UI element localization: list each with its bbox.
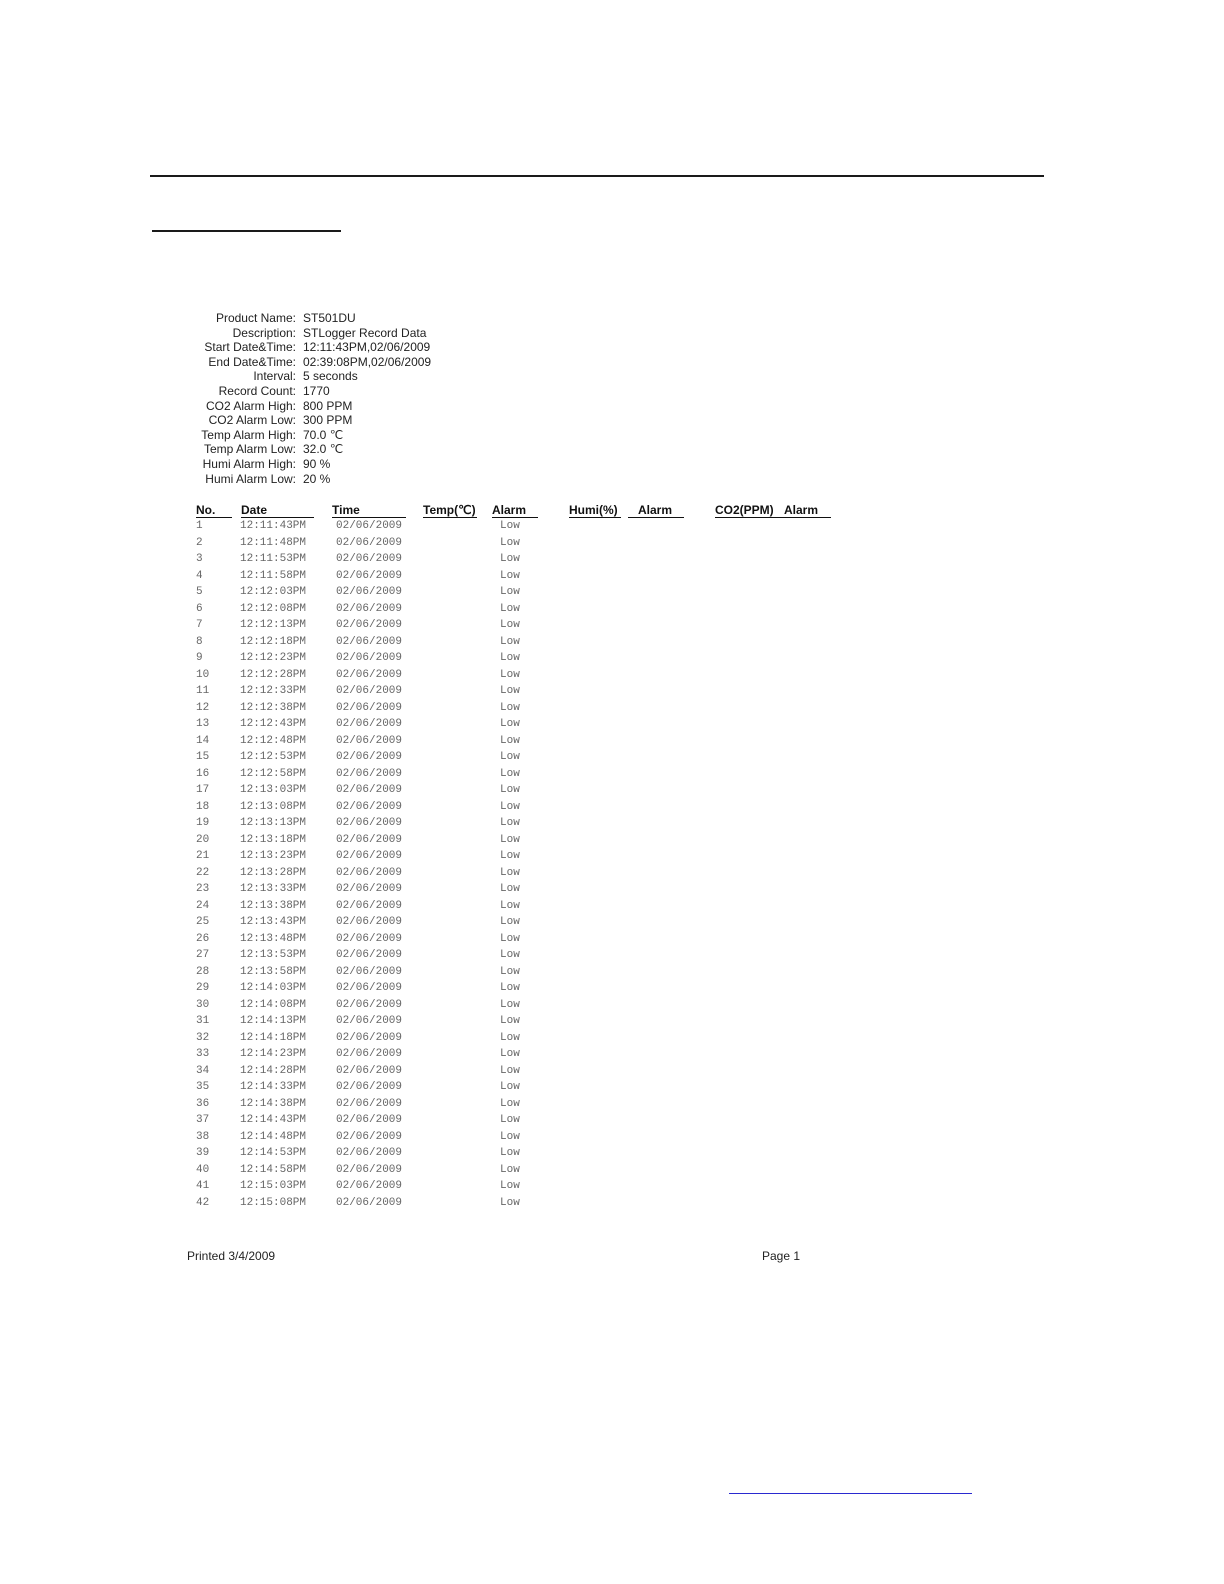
row-date: 12:11:53PM	[240, 553, 307, 565]
row-number: 32	[196, 1031, 210, 1044]
row-time: 02/06/2009	[336, 1163, 403, 1176]
row-temp-alarm: Low	[500, 1163, 520, 1176]
meta-row	[150, 442, 431, 457]
heading-underline-rule	[152, 230, 341, 232]
row-time: 02/06/2009	[336, 586, 403, 598]
humi-alarm-header: Alarm	[638, 503, 673, 517]
row-number: 42	[196, 1196, 210, 1209]
row-temp-alarm: Low	[500, 652, 520, 664]
meta-label: Product Name:	[215, 311, 296, 325]
row-time: 02/06/2009	[336, 1147, 403, 1159]
meta-value: STLogger Record Data	[303, 325, 427, 340]
co2-alarm-header: Alarm	[784, 503, 819, 517]
row-temp-alarm: Low	[500, 883, 520, 895]
row-number: 20	[196, 833, 210, 846]
row-time: 02/06/2009	[336, 965, 403, 978]
row-date: 12:11:43PM	[240, 520, 307, 532]
row-time: 02/06/2009	[336, 1130, 403, 1143]
time-header: Time	[332, 503, 360, 517]
meta-label: Humi Alarm Low:	[205, 471, 296, 486]
row-date: 12:13:23PM	[240, 850, 307, 862]
row-temp-alarm: Low	[500, 520, 520, 532]
row-temp-alarm: Low	[500, 685, 520, 697]
row-temp-alarm: Low	[500, 553, 520, 565]
meta-label: Start Date&Time:	[204, 340, 296, 355]
row-number: 21	[196, 850, 210, 862]
row-date: 12:13:38PM	[240, 899, 307, 912]
row-time: 02/06/2009	[336, 1180, 403, 1192]
row-time: 02/06/2009	[336, 899, 403, 912]
row-date: 12:14:28PM	[240, 1064, 307, 1077]
row-time: 02/06/2009	[336, 1048, 403, 1060]
temp-header: Temp(℃)	[423, 503, 476, 517]
row-date: 12:13:58PM	[240, 965, 307, 978]
row-time: 02/06/2009	[336, 1196, 403, 1209]
row-temp-alarm: Low	[500, 784, 520, 796]
row-time: 02/06/2009	[336, 619, 403, 631]
row-time: 02/06/2009	[336, 1015, 403, 1027]
meta-value: 02:39:08PM,02/06/2009	[303, 354, 432, 369]
row-time: 02/06/2009	[336, 817, 403, 829]
row-number: 15	[196, 751, 210, 763]
row-time: 02/06/2009	[336, 866, 403, 879]
row-time: 02/06/2009	[336, 949, 403, 961]
row-number: 14	[196, 734, 210, 747]
meta-row	[150, 311, 431, 326]
row-date: 12:12:18PM	[240, 635, 307, 648]
row-number: 24	[196, 899, 210, 912]
row-date: 12:12:58PM	[240, 767, 307, 780]
row-temp-alarm: Low	[500, 619, 520, 631]
meta-row	[150, 369, 431, 384]
header-underline	[569, 517, 621, 518]
row-temp-alarm: Low	[500, 1147, 520, 1159]
row-temp-alarm: Low	[500, 1114, 520, 1126]
row-temp-alarm: Low	[500, 536, 520, 549]
header-underline	[492, 517, 538, 518]
row-number: 1	[196, 520, 203, 532]
row-temp-alarm: Low	[500, 767, 520, 780]
row-date: 12:14:48PM	[240, 1130, 307, 1143]
header-underline	[628, 517, 684, 518]
header-underline	[715, 517, 777, 518]
row-date: 12:14:13PM	[240, 1015, 307, 1027]
row-time: 02/06/2009	[336, 751, 403, 763]
row-temp-alarm: Low	[500, 817, 520, 829]
header-underline	[423, 517, 477, 518]
row-number: 13	[196, 718, 210, 730]
humi-header: Humi(%)	[569, 503, 618, 517]
row-number: 40	[196, 1163, 210, 1176]
meta-value: 20 %	[303, 471, 331, 486]
row-number: 29	[196, 982, 210, 994]
row-date: 12:14:08PM	[240, 998, 307, 1011]
header-underline	[777, 517, 831, 518]
row-date: 12:13:33PM	[240, 883, 307, 895]
temp-alarm-header: Alarm	[492, 503, 527, 517]
meta-value: 1770	[303, 383, 330, 398]
row-date: 12:11:48PM	[240, 536, 307, 549]
row-number: 25	[196, 916, 210, 928]
row-time: 02/06/2009	[336, 833, 403, 846]
row-number: 39	[196, 1147, 210, 1159]
row-temp-alarm: Low	[500, 668, 520, 681]
row-number: 31	[196, 1015, 210, 1027]
row-date: 12:13:13PM	[240, 817, 307, 829]
row-temp-alarm: Low	[500, 899, 520, 912]
header-underline	[241, 517, 314, 518]
meta-label: End Date&Time:	[208, 354, 296, 369]
row-time: 02/06/2009	[336, 932, 403, 945]
row-date: 12:13:28PM	[240, 866, 307, 879]
row-temp-alarm: Low	[500, 998, 520, 1011]
row-time: 02/06/2009	[336, 800, 403, 813]
meta-row	[150, 355, 431, 370]
row-number: 16	[196, 767, 210, 780]
row-time: 02/06/2009	[336, 668, 403, 681]
co2-header: CO2(PPM)	[715, 503, 774, 517]
hyperlink-underline[interactable]	[729, 1493, 972, 1494]
row-temp-alarm: Low	[500, 1130, 520, 1143]
row-date: 12:14:03PM	[240, 982, 307, 994]
meta-row	[150, 340, 431, 355]
row-time: 02/06/2009	[336, 734, 403, 747]
row-temp-alarm: Low	[500, 751, 520, 763]
row-date: 12:12:48PM	[240, 734, 307, 747]
row-temp-alarm: Low	[500, 850, 520, 862]
meta-row	[150, 413, 431, 428]
row-temp-alarm: Low	[500, 569, 520, 582]
row-date: 12:13:08PM	[240, 800, 307, 813]
row-time: 02/06/2009	[336, 767, 403, 780]
row-number: 36	[196, 1097, 210, 1110]
row-temp-alarm: Low	[500, 916, 520, 928]
meta-label: Temp Alarm Low:	[203, 442, 296, 457]
row-temp-alarm: Low	[500, 718, 520, 730]
row-time: 02/06/2009	[336, 1097, 403, 1110]
row-number: 11	[196, 685, 210, 697]
row-date: 12:12:28PM	[240, 668, 307, 681]
row-time: 02/06/2009	[336, 982, 403, 994]
row-temp-alarm: Low	[500, 734, 520, 747]
page-number: Page 1	[762, 1249, 801, 1263]
meta-row	[150, 472, 431, 487]
row-temp-alarm: Low	[500, 800, 520, 813]
row-number: 17	[196, 784, 210, 796]
row-date: 12:14:18PM	[240, 1031, 307, 1044]
row-date: 12:15:08PM	[240, 1196, 307, 1209]
row-date: 12:14:33PM	[240, 1081, 307, 1093]
row-date: 12:14:43PM	[240, 1114, 307, 1126]
row-time: 02/06/2009	[336, 883, 403, 895]
row-number: 19	[196, 817, 210, 829]
row-date: 12:13:53PM	[240, 949, 307, 961]
row-date: 12:15:03PM	[240, 1180, 307, 1192]
meta-value: 70.0 ℃	[303, 427, 344, 442]
row-number: 34	[196, 1064, 210, 1077]
row-number: 10	[196, 668, 210, 681]
row-time: 02/06/2009	[336, 701, 403, 714]
row-temp-alarm: Low	[500, 602, 520, 615]
meta-label: Interval:	[253, 369, 296, 384]
row-temp-alarm: Low	[500, 833, 520, 846]
row-number: 26	[196, 932, 210, 945]
meta-label: Record Count:	[218, 383, 296, 398]
row-number: 22	[196, 866, 210, 879]
row-time: 02/06/2009	[336, 718, 403, 730]
meta-row	[150, 384, 431, 399]
row-temp-alarm: Low	[500, 1081, 520, 1093]
row-number: 5	[196, 586, 203, 598]
row-number: 18	[196, 800, 210, 813]
row-temp-alarm: Low	[500, 1097, 520, 1110]
meta-label: Temp Alarm High:	[201, 427, 296, 442]
row-time: 02/06/2009	[336, 916, 403, 928]
row-temp-alarm: Low	[500, 586, 520, 598]
row-time: 02/06/2009	[336, 602, 403, 615]
row-number: 41	[196, 1180, 210, 1192]
meta-row	[150, 326, 431, 341]
row-time: 02/06/2009	[336, 1031, 403, 1044]
meta-value: ST501DU	[303, 311, 356, 325]
row-number: 30	[196, 998, 210, 1011]
row-date: 12:12:38PM	[240, 701, 307, 714]
meta-label: CO2 Alarm Low:	[208, 413, 296, 428]
row-date: 12:12:08PM	[240, 602, 307, 615]
row-number: 3	[196, 553, 203, 565]
row-temp-alarm: Low	[500, 949, 520, 961]
date-header: Date	[241, 503, 268, 517]
row-temp-alarm: Low	[500, 1048, 520, 1060]
row-number: 23	[196, 883, 210, 895]
printed-date: Printed 3/4/2009	[187, 1249, 276, 1263]
row-time: 02/06/2009	[336, 652, 403, 664]
row-temp-alarm: Low	[500, 1064, 520, 1077]
row-date: 12:12:33PM	[240, 685, 307, 697]
row-temp-alarm: Low	[500, 701, 520, 714]
row-temp-alarm: Low	[500, 1031, 520, 1044]
meta-value: 32.0 ℃	[303, 442, 344, 457]
row-time: 02/06/2009	[336, 998, 403, 1011]
row-number: 38	[196, 1130, 210, 1143]
row-time: 02/06/2009	[336, 520, 403, 532]
top-horizontal-rule	[150, 175, 1044, 177]
row-time: 02/06/2009	[336, 685, 403, 697]
row-time: 02/06/2009	[336, 850, 403, 862]
meta-value: 90 %	[303, 456, 331, 471]
row-date: 12:13:48PM	[240, 932, 307, 945]
row-date: 12:14:38PM	[240, 1097, 307, 1110]
row-temp-alarm: Low	[500, 932, 520, 945]
row-date: 12:12:43PM	[240, 718, 307, 730]
row-number: 7	[196, 619, 203, 631]
row-time: 02/06/2009	[336, 1114, 403, 1126]
row-time: 02/06/2009	[336, 635, 403, 648]
row-temp-alarm: Low	[500, 1015, 520, 1027]
meta-value: 800 PPM	[303, 398, 353, 413]
row-time: 02/06/2009	[336, 569, 403, 582]
row-date: 12:12:03PM	[240, 586, 307, 598]
row-date: 12:14:58PM	[240, 1163, 307, 1176]
row-number: 35	[196, 1081, 210, 1093]
row-date: 12:14:23PM	[240, 1048, 307, 1060]
row-date: 12:13:18PM	[240, 833, 307, 846]
row-time: 02/06/2009	[336, 1081, 403, 1093]
row-temp-alarm: Low	[500, 1180, 520, 1192]
row-number: 27	[196, 949, 210, 961]
row-number: 12	[196, 701, 210, 714]
row-date: 12:13:43PM	[240, 916, 307, 928]
row-date: 12:13:03PM	[240, 784, 307, 796]
row-temp-alarm: Low	[500, 635, 520, 648]
meta-label: Description:	[232, 325, 296, 340]
row-number: 9	[196, 652, 203, 664]
meta-row	[150, 399, 431, 414]
row-number: 6	[196, 602, 203, 615]
row-date: 12:12:13PM	[240, 619, 307, 631]
row-date: 12:11:58PM	[240, 569, 307, 582]
no-header: No.	[196, 503, 216, 517]
row-temp-alarm: Low	[500, 965, 520, 978]
row-number: 4	[196, 569, 203, 582]
row-date: 12:12:23PM	[240, 652, 307, 664]
row-time: 02/06/2009	[336, 784, 403, 796]
row-date: 12:14:53PM	[240, 1147, 307, 1159]
meta-value: 12:11:43PM,02/06/2009	[303, 340, 431, 355]
meta-label: Humi Alarm High:	[202, 456, 296, 471]
row-number: 28	[196, 965, 210, 978]
header-underline	[196, 517, 232, 518]
meta-row	[150, 428, 431, 443]
header-underline	[332, 517, 406, 518]
meta-value: 5 seconds	[303, 369, 358, 384]
record-metadata	[150, 311, 431, 486]
row-number: 8	[196, 635, 203, 648]
row-number: 2	[196, 536, 203, 549]
row-temp-alarm: Low	[500, 1196, 520, 1209]
row-temp-alarm: Low	[500, 866, 520, 879]
row-temp-alarm: Low	[500, 982, 520, 994]
row-time: 02/06/2009	[336, 536, 403, 549]
row-number: 33	[196, 1048, 210, 1060]
meta-label: CO2 Alarm High:	[205, 398, 296, 413]
meta-row	[150, 457, 431, 472]
row-time: 02/06/2009	[336, 553, 403, 565]
row-time: 02/06/2009	[336, 1064, 403, 1077]
meta-value: 300 PPM	[303, 413, 353, 428]
row-date: 12:12:53PM	[240, 751, 307, 763]
row-number: 37	[196, 1114, 210, 1126]
